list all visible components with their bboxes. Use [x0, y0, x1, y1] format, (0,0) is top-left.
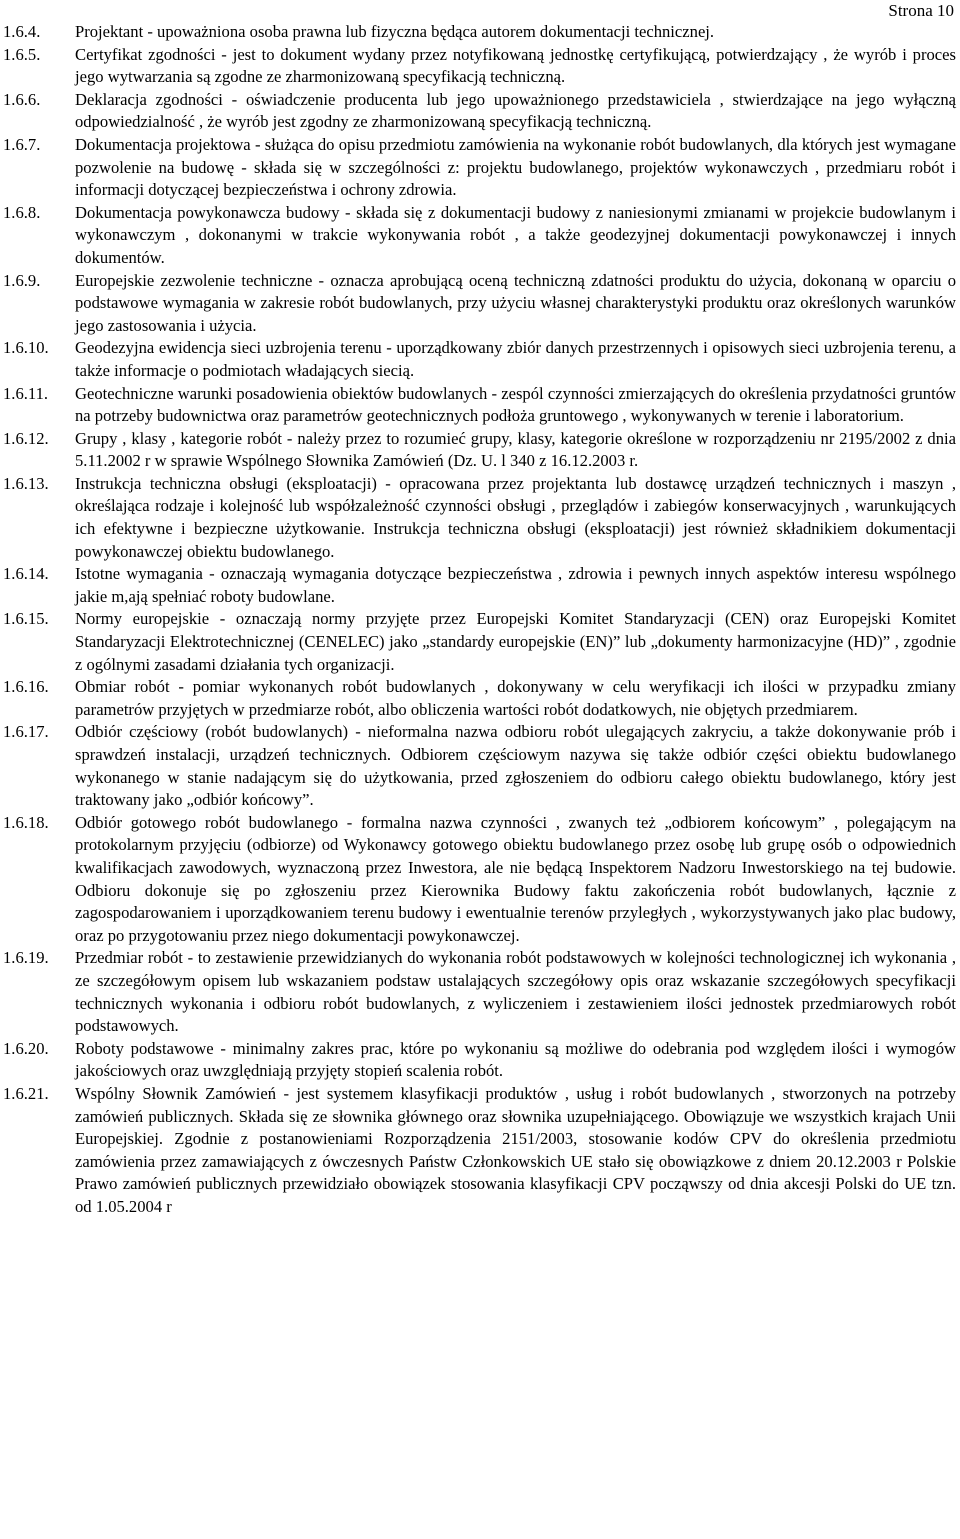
entry-number: 1.6.11.: [3, 383, 49, 403]
entry-text: Normy europejskie - oznaczają normy przyjęte przez Europejski Komitet Standaryzacji (CEN) oraz Europejski Komitet Standaryzacji Elektrotechnicznej (CENELEC) jako „standardy europejskie (EN)” lub „dokumenty harmonizacyjne (HD)” , zgodnie z ogólnymi zasadami działania tych organizacji.: [75, 609, 956, 674]
definition-entry: [3, 608, 956, 676]
entry-number: 1.6.8.: [3, 202, 41, 222]
entry-text: Wspólny Słownik Zamówień - jest systemem klasyfikacji produktów , usług i robót budowlanych , stworzonych na potrzeby zamówień publicznych. Składa się ze słownika głównego oraz słownika uzupełniającego. Obowiązuje we wszystkich krajach Unii Europejskiej. Zgodnie z postanowieniami Rozporządzenia 2151/2003, stosowanie kodów CPV do określenia przedmiotu zamówienia przez zamawiających z ówczesnych Państw Członkowskich UE stało się obowiązkowe z dniem 20.12.2003 r Polskie Prawo zamówień publicznych przewidziało obowiązek stosowania klasyfikacji CPV począwszy od dnia akcesji Polski do UE tzn. od 1.05.2004 r: [75, 1083, 956, 1216]
definition-entry: [3, 947, 956, 1037]
entry-number: 1.6.18.: [3, 812, 49, 832]
definition-entry: [3, 563, 956, 608]
entry-text: Dokumentacja projektowa - służąca do opisu przedmiotu zamówienia na wykonanie robót budowlanych, dla których jest wymagane pozwolenie na budowę - składa się w szczególności z: projektu budowlanego, projektów wykonawczych , przedmiaru robót i informacji dotyczącej bezpieczeństwa i ochrony zdrowia.: [75, 134, 956, 200]
definition-entry: [3, 21, 956, 44]
entry-number: 1.6.20.: [3, 1038, 49, 1058]
definition-entry: [3, 383, 956, 428]
entry-number: 1.6.9.: [3, 270, 41, 290]
entry-number: 1.6.13.: [3, 473, 49, 493]
entry-text: Grupy , klasy , kategorie robót - należy przez to rozumieć grupy, klasy, kategorie określone w rozporządzeniu nr 2195/2002 z dnia 5.11.2002 r w sprawie Wspólnego Słownika Zamówień (Dz. U. l 340 z 16.12.2003 r.: [75, 428, 956, 471]
entry-text: Odbiór gotowego robót budowlanego - formalna nazwa czynności , zwanych też „odbiorem końcowym” , polegającym na protokolarnym przyjęciu (odbiorze) od Wykonawcy gotowego obiektu budowlanego przez osobę lub grupę osób o odpowiednich kwalifikacjach zawodowych, wyznaczoną przez Inwestora, ale nie będącą Inspektorem Nadzoru Inwestorskiego na tej budowie. Odbioru dokonuje się po zgłoszeniu przez Kierownika Budowy faktu zakończenia robót budowlanych, łącznie z zagospodarowaniem i uporządkowaniem terenu budowy i ewentualnie terenów przyległych , wykorzystywanych jako plac budowy, oraz po przygotowaniu przez niego dokumentacji powykonawczej.: [75, 812, 956, 945]
definition-entry: [3, 1083, 956, 1219]
entry-text: Certyfikat zgodności - jest to dokument wydany przez notyfikowaną jednostkę certyfikującą, potwierdzający , że wyrób i proces jego wytwarzania są zgodne ze zharmonizowaną specyfikacją techniczną.: [75, 44, 956, 87]
entry-text: Geotechniczne warunki posadowienia obiektów budowlanych - zespól czynności zmierzających do określenia przydatności gruntów na potrzeby budownictwa oraz parametrów geotechnicznych podłoża gruntowego , wykonywanych w terenie i laboratorium.: [75, 383, 956, 426]
entry-number: 1.6.19.: [3, 948, 49, 968]
entry-number: 1.6.6.: [3, 89, 41, 109]
entry-text: Projektant - upoważniona osoba prawna lub fizyczna będąca autorem dokumentacji technicznej.: [75, 22, 715, 41]
entry-number: 1.6.16.: [3, 677, 49, 697]
definition-entry: [3, 1038, 956, 1083]
entry-number: 1.6.14.: [3, 564, 49, 584]
entry-text: Odbiór częściowy (robót budowlanych) - nieformalna nazwa odbioru robót ulegających zakryciu, a także dokonywanie prób i sprawdzeń instalacji, urządzeń technicznych. Odbiorem częściowym nazywa się także odbiór części obiektu budowlanego wykonanego w stanie nadającym się do użytkowania, przed zgłoszeniem do odbioru całego obiektu budowlanego, który jest traktowany jako „odbiór końcowy”.: [75, 722, 956, 810]
definition-entry: [3, 89, 956, 134]
definition-entry: [3, 270, 956, 338]
entry-number: 1.6.7.: [3, 134, 41, 154]
definition-entry: [3, 676, 956, 721]
entry-number: 1.6.12.: [3, 428, 49, 448]
entry-text: Istotne wymagania - oznaczają wymagania dotyczące bezpieczeństwa , zdrowia i pewnych innych aspektów interesu wspólnego jakie m,ają spełniać roboty budowlane.: [75, 564, 956, 606]
definition-entry: [3, 428, 956, 473]
definition-entry: [3, 721, 956, 811]
entry-text: Przedmiar robót - to zestawienie przewidzianych do wykonania robót podstawowych w kolejności technologicznej ich wykonania , ze szczegółowym opisem lub wskazaniem podstaw ustalających szczegółowy opis oraz wskazanie szczegółowych specyfikacji technicznych wykonania i odbioru robót budowlanych, z wyliczeniem i zestawieniem ilości jednostek przedmiarowych robót podstawowych.: [75, 948, 956, 1036]
entry-number: 1.6.17.: [3, 722, 49, 742]
page-number: Strona 10: [888, 1, 954, 20]
definition-entry: [3, 337, 956, 382]
entry-text: Obmiar robót - pomiar wykonanych robót budowlanych , dokonywany w celu weryfikacji ich ilości w przypadku zmiany parametrów przyjętych w przedmiarze robót, albo obliczenia wartości robót dodatkowych, nie objętych przedmiarem.: [75, 677, 956, 719]
entry-text: Geodezyjna ewidencja sieci uzbrojenia terenu - uporządkowany zbiór danych przestrzennych i opisowych sieci uzbrojenia terenu, a także informacje o podmiotach władających siecią.: [75, 338, 956, 380]
definition-entry: [3, 202, 956, 270]
definition-entry: [3, 473, 956, 563]
entry-text: Roboty podstawowe - minimalny zakres prac, które po wykonaniu są możliwe do odebrania pod względem ilości i wymogów jakościowych oraz uwzględniają przyjęty stopień scalenia robót.: [75, 1038, 956, 1081]
document-body: [3, 21, 956, 1218]
definition-entry: [3, 812, 956, 948]
entry-text: Deklaracja zgodności - oświadczenie producenta lub jego upoważnionego przedstawiciela , stwierdzające na jego wyłączną odpowiedzialność , że wyrób jest zgodny ze zharmonizowaną specyfikacją techniczną.: [75, 89, 956, 132]
entry-number: 1.6.15.: [3, 609, 49, 629]
entry-number: 1.6.4.: [3, 22, 41, 41]
entry-text: Dokumentacja powykonawcza budowy - składa się z dokumentacji budowy z naniesionymi zmianami w projekcie budowlanym i wykonawczym , dokonanymi w trakcie wykonywania robót , a także geodezyjnej dokumentacji powykonawczej i innych dokumentów.: [75, 202, 956, 267]
entry-text: Instrukcja techniczna obsługi (eksploatacji) - opracowana przez projektanta lub dostawcę urządzeń technicznych i maszyn , określająca rodzaje i kolejność lub współzależność czynności obsługi , przeglądów i zabiegów konserwacyjnych , warunkujących ich efektywne i bezpieczne użytkowanie. Instrukcja techniczna obsługi (eksploatacji) jest również składnikiem dokumentacji powykonawczej obiektu budowlanego.: [75, 473, 956, 561]
definition-entry: [3, 44, 956, 89]
definition-entry: [3, 134, 956, 202]
entry-text: Europejskie zezwolenie techniczne - oznacza aprobującą oceną techniczną zdatności produktu do użycia, dokonaną w oparciu o podstawowe wymagania w zakresie robót budowlanych, przy użyciu własnej charakterystyki produktu oraz określonych warunków jego zastosowania i użycia.: [75, 270, 956, 335]
entry-number: 1.6.10.: [3, 338, 49, 358]
entry-number: 1.6.21.: [3, 1083, 49, 1103]
entry-number: 1.6.5.: [3, 44, 41, 64]
